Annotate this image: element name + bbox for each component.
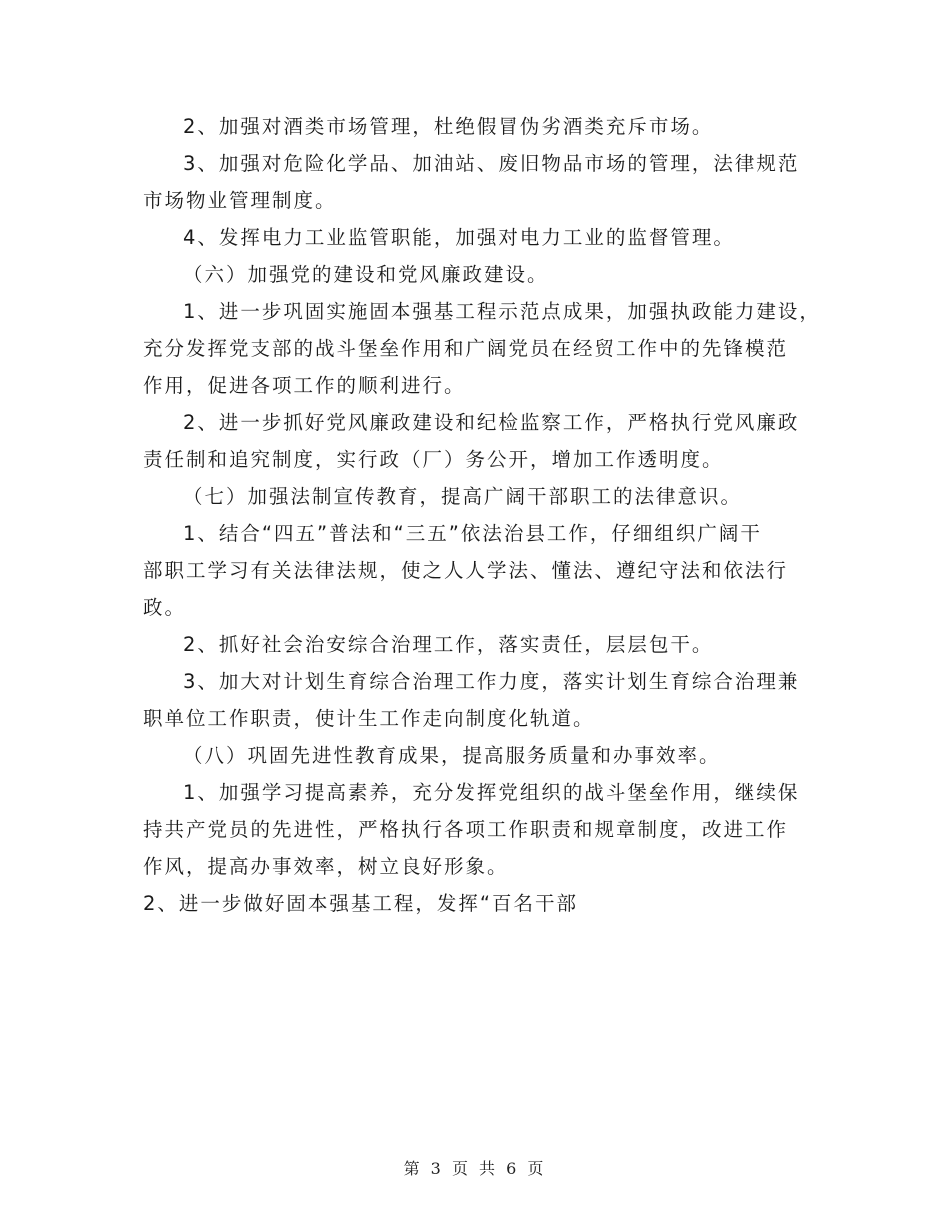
paragraph-line: 3、加强对危险化学品、加油站、废旧物品市场的管理，法律规范	[183, 152, 800, 175]
paragraph-line: 1、加强学习提高素养，充分发挥党组织的战斗堡垒作用，继续保	[183, 781, 800, 804]
paragraph-line: 3、加大对计划生育综合治理工作力度，落实计划生育综合治理兼	[183, 670, 800, 693]
section-heading: （八）巩固先进性教育成果，提高服务质量和办事效率。	[183, 744, 721, 767]
paragraph-line: 1、结合“四五”普法和“三五”依法治县工作，仔细组织广阔干	[183, 522, 762, 545]
paragraph-line: 持共产党员的先进性，严格执行各项工作职责和规章制度，改进工作	[143, 818, 789, 841]
paragraph-line: 职单位工作职责，使计生工作走向制度化轨道。	[143, 707, 595, 730]
paragraph-line: 作用，促进各项工作的顺利进行。	[143, 374, 466, 397]
paragraph-line: 作风，提高办事效率，树立良好形象。	[143, 855, 509, 878]
paragraph-line: 责任制和追究制度，实行政（厂）务公开，增加工作透明度。	[143, 448, 724, 471]
paragraph-line: 政。	[143, 596, 187, 619]
paragraph-line: 市场物业管理制度。	[143, 189, 337, 212]
paragraph-line: 4、发挥电力工业监管职能，加强对电力工业的监督管理。	[183, 226, 735, 249]
paragraph-line: 部职工学习有关法律法规，使之人人学法、懂法、遵纪守法和依法行	[143, 559, 789, 582]
paragraph-line: 2、进一步做好固本强基工程，发挥“百名干部	[143, 892, 579, 915]
section-heading: （七）加强法制宣传教育，提高广阔干部职工的法律意识。	[183, 485, 743, 508]
paragraph-line: 2、加强对酒类市场管理，杜绝假冒伪劣酒类充斥市场。	[183, 115, 714, 138]
page-number-footer: 第 3 页 共 6 页	[403, 1159, 547, 1178]
paragraph-line: 1、进一步巩固实施固本强基工程示范点成果，加强执政能力建设，	[183, 300, 821, 323]
section-heading: （六）加强党的建设和党风廉政建设。	[183, 263, 549, 286]
paragraph-line: 2、进一步抓好党风廉政建设和纪检监察工作，严格执行党风廉政	[183, 411, 800, 434]
paragraph-line: 2、抓好社会治安综合治理工作，落实责任，层层包干。	[183, 633, 714, 656]
paragraph-line: 充分发挥党支部的战斗堡垒作用和广阔党员在经贸工作中的先锋模范	[143, 337, 789, 360]
